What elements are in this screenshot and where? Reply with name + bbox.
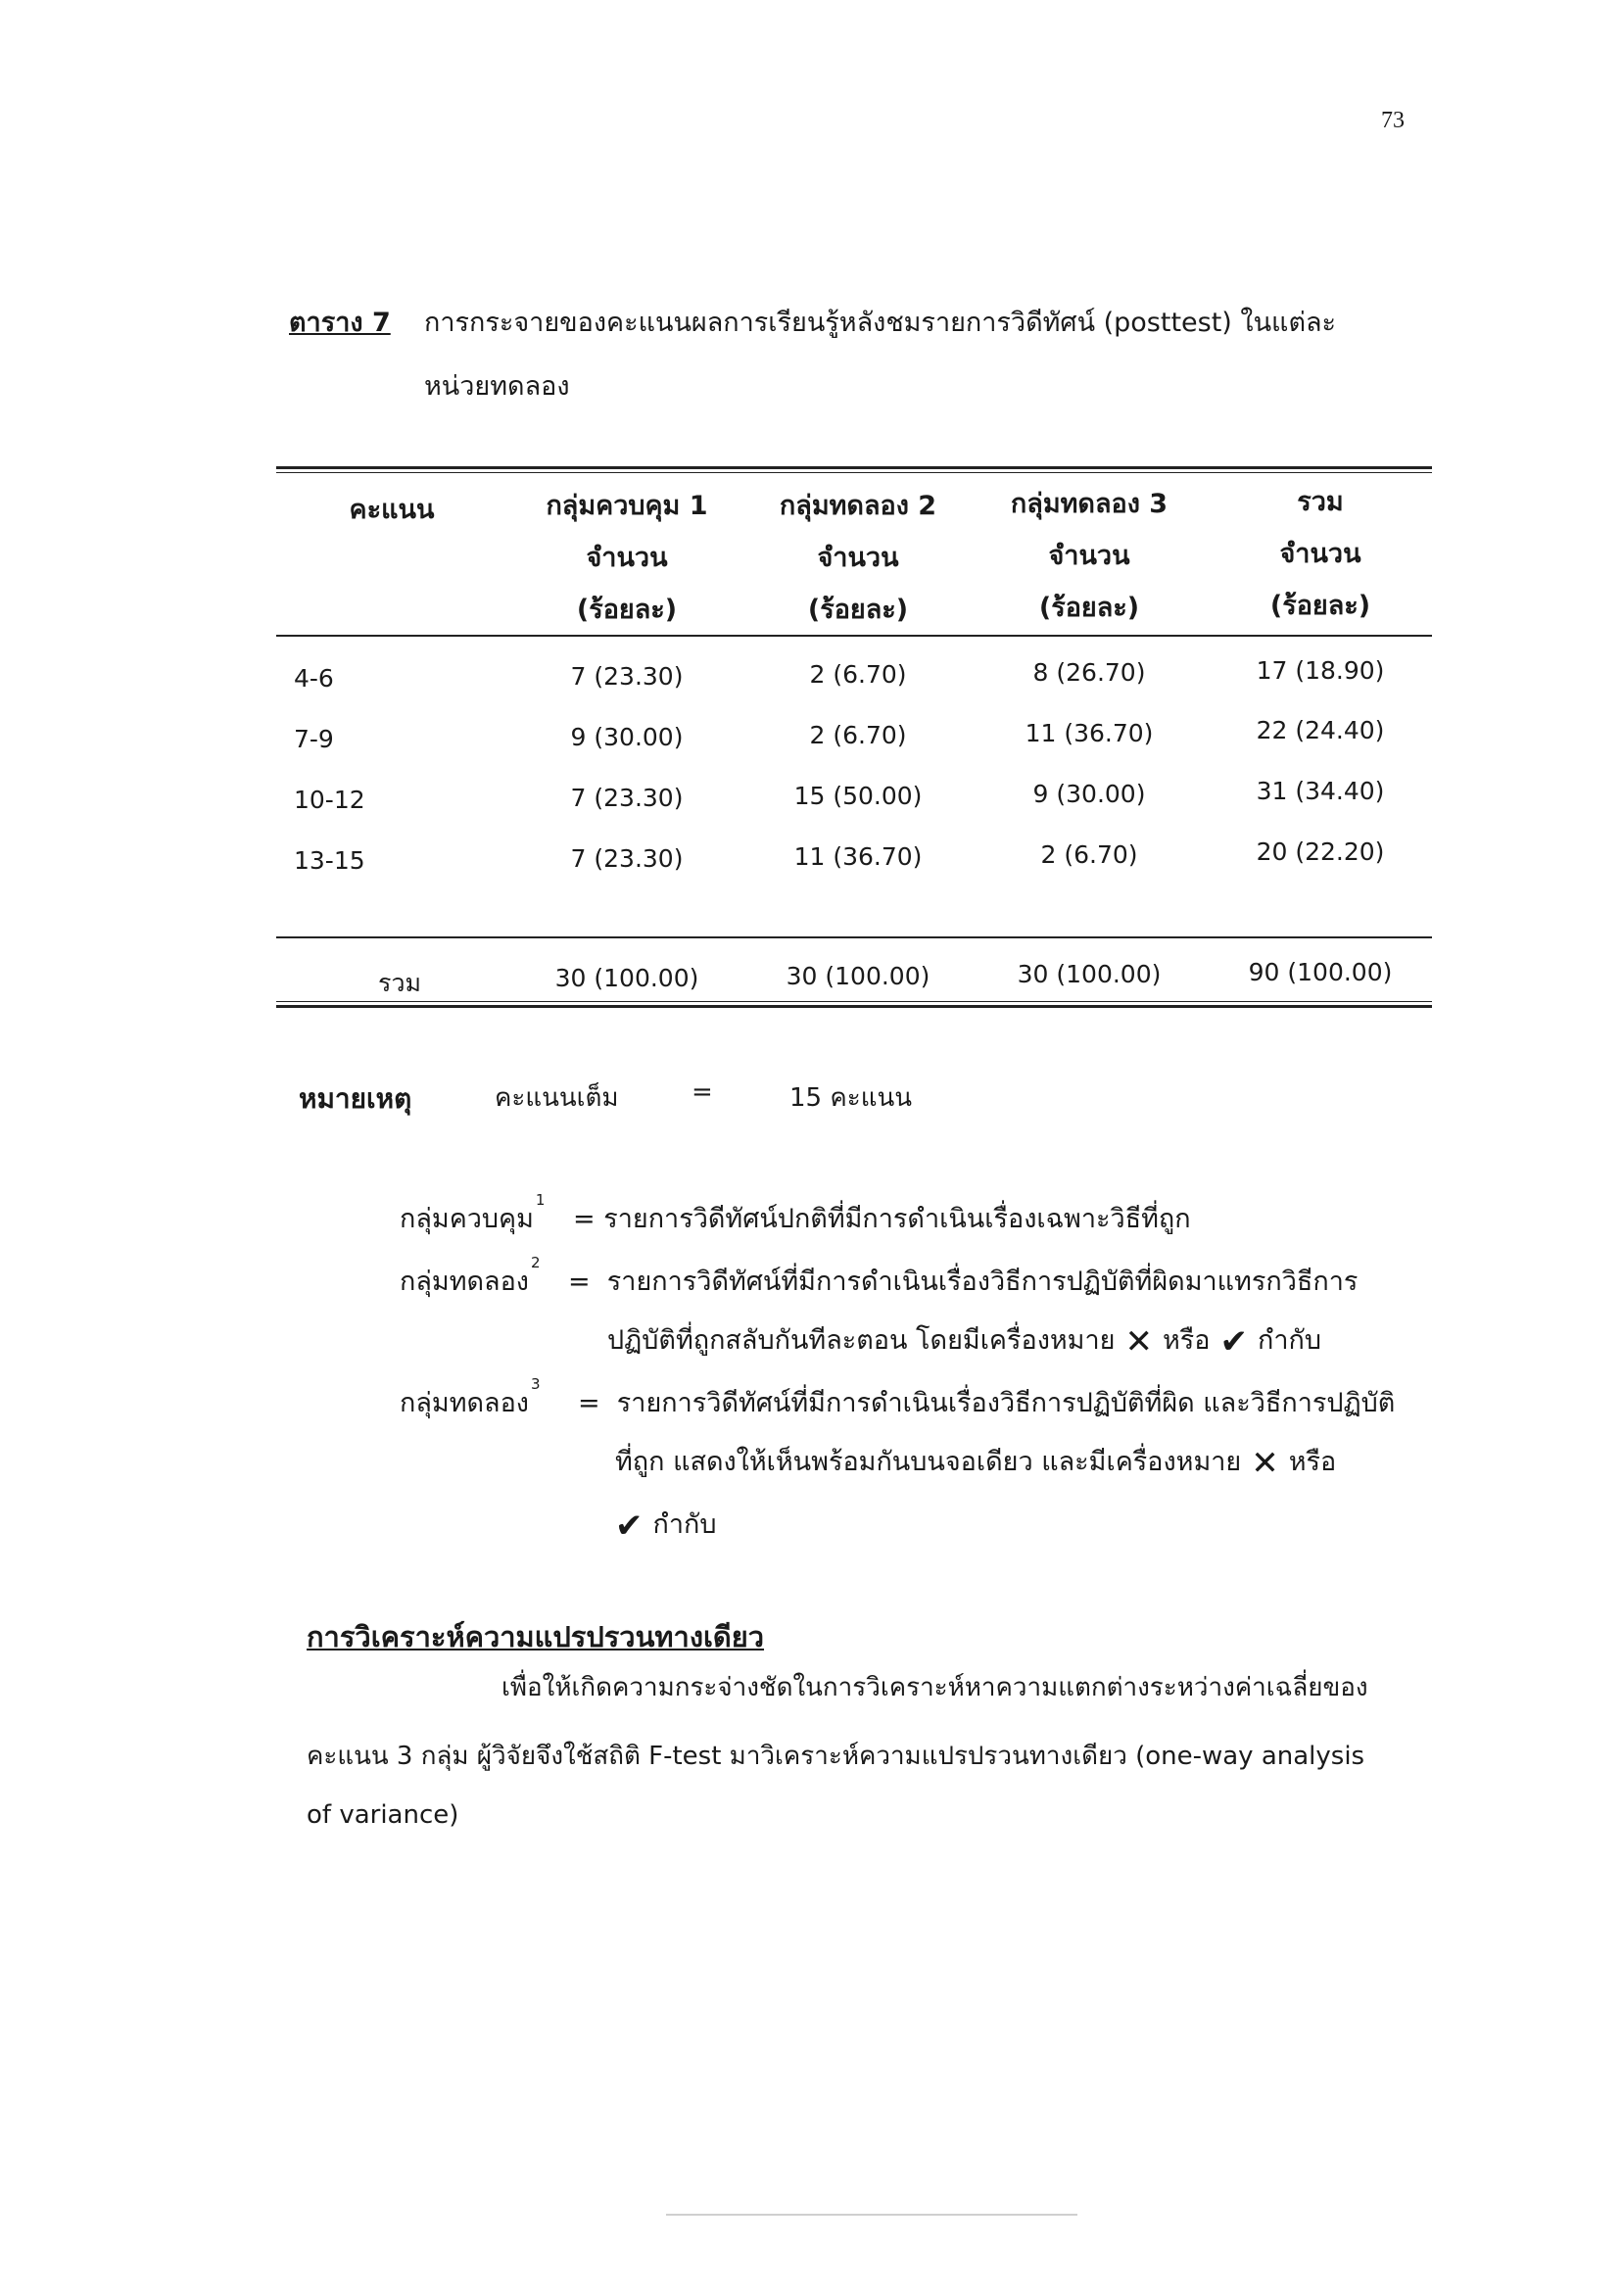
header-col-2: กลุ่มทดลอง 2 bbox=[779, 491, 937, 521]
check-icon: ✔ bbox=[615, 1507, 644, 1546]
table-cell: 8 (26.70) bbox=[1032, 658, 1146, 687]
total-cell: 90 (100.00) bbox=[1248, 958, 1393, 986]
total-cell: 30 (100.00) bbox=[1017, 960, 1162, 988]
definition-text-3: = รายการวิดีทัศน์ที่มีการดำเนินเรื่องวิธีการปฏิบัติที่ผิด และวิธีการปฏิบัติ bbox=[578, 1388, 1396, 1418]
row-label-2: 7-9 bbox=[294, 725, 334, 753]
header-col-4: รวม bbox=[1297, 487, 1344, 517]
note-value: 15 คะแนน bbox=[789, 1083, 913, 1113]
definition-text-2-cont: ปฏิบัติที่ถูกสลับกันทีละตอน โดยมีเครื่องหมาย ✕ หรือ ✔ กำกับ bbox=[607, 1322, 1321, 1362]
table-caption-label: ตาราง 7 bbox=[289, 308, 391, 338]
page-number: 73 bbox=[1381, 108, 1405, 133]
header-col-1-sub2: (ร้อยละ) bbox=[576, 595, 678, 625]
scan-artifact-line bbox=[666, 2214, 1077, 2216]
check-icon: ✔ bbox=[1219, 1322, 1248, 1362]
header-col-1: กลุ่มควบคุม 1 bbox=[546, 491, 708, 521]
table-total-rule bbox=[276, 936, 1432, 938]
definition-text-3-cont: ที่ถูก แสดงให้เห็นพร้อมกันบนจอเดียว และมีเครื่องหมาย ✕ หรือ bbox=[615, 1444, 1337, 1483]
definition-term-2: กลุ่มทดลอง$^2$ bbox=[400, 1254, 541, 1297]
table-cell: 11 (36.70) bbox=[793, 842, 923, 871]
table-cell: 7 (23.30) bbox=[570, 844, 684, 873]
table-cell: 17 (18.90) bbox=[1256, 656, 1385, 685]
row-label-4: 13-15 bbox=[294, 846, 365, 875]
definition-term-1: กลุ่มควบคุม$^1$ bbox=[400, 1191, 546, 1234]
total-row-label: รวม bbox=[378, 969, 421, 997]
paragraph-line-3: of variance) bbox=[307, 1800, 459, 1830]
cross-icon: ✕ bbox=[1124, 1322, 1153, 1362]
table-cell: 9 (30.00) bbox=[1032, 780, 1146, 808]
section-heading: การวิเคราะห์ความแปรปรวนทางเดียว bbox=[307, 1620, 765, 1653]
definition-term-3: กลุ่มทดลอง$^3$ bbox=[400, 1375, 541, 1418]
row-label-1: 4-6 bbox=[294, 664, 334, 693]
row-label-3: 10-12 bbox=[294, 786, 365, 814]
header-col-2-sub1: จำนวน bbox=[817, 543, 899, 573]
definition-text-3-end: ✔ กำกับ bbox=[615, 1507, 717, 1546]
table-cell: 2 (6.70) bbox=[809, 660, 907, 689]
table-cell: 7 (23.30) bbox=[570, 662, 684, 691]
table-cell: 2 (6.70) bbox=[1040, 840, 1138, 869]
header-col-3-sub1: จำนวน bbox=[1048, 541, 1130, 571]
table-cell: 15 (50.00) bbox=[793, 782, 923, 810]
table-cell: 2 (6.70) bbox=[809, 721, 907, 749]
table-cell: 11 (36.70) bbox=[1025, 719, 1154, 747]
header-score: คะแนน bbox=[349, 495, 435, 525]
header-col-4-sub2: (ร้อยละ) bbox=[1269, 591, 1371, 621]
paragraph-line-2: คะแนน 3 กลุ่ม ผู้วิจัยจึงใช้สถิติ F-test มาวิเคราะห์ความแปรปรวนทางเดียว (one-way analysis bbox=[307, 1742, 1365, 1771]
table-caption bbox=[289, 302, 1336, 345]
header-col-2-sub2: (ร้อยละ) bbox=[807, 595, 909, 625]
header-col-1-sub1: จำนวน bbox=[586, 543, 668, 573]
note-key: คะแนนเต็ม bbox=[495, 1083, 619, 1113]
definition-text-1: = รายการวิดีทัศน์ปกติที่มีการดำเนินเรื่องเฉพาะวิธีที่ถูก bbox=[573, 1204, 1191, 1234]
definition-text-2: = รายการวิดีทัศน์ที่มีการดำเนินเรื่องวิธีการปฏิบัติที่ผิดมาแทรกวิธีการ bbox=[568, 1267, 1359, 1297]
table-cell: 22 (24.40) bbox=[1256, 716, 1385, 744]
table-cell: 9 (30.00) bbox=[570, 723, 684, 751]
table-caption-line2: หน่วยทดลอง bbox=[424, 371, 570, 402]
note-equals: = bbox=[692, 1077, 713, 1107]
header-col-3: กลุ่มทดลอง 3 bbox=[1010, 489, 1169, 519]
paragraph-line-1: เพื่อให้เกิดความกระจ่างชัดในการวิเคราะห์หาความแตกต่างระหว่างค่าเฉลี่ยของ bbox=[501, 1673, 1368, 1702]
table-bottom-rule bbox=[276, 1005, 1432, 1008]
table-cell: 7 (23.30) bbox=[570, 784, 684, 812]
total-cell: 30 (100.00) bbox=[554, 964, 699, 992]
header-col-3-sub2: (ร้อยละ) bbox=[1038, 593, 1140, 623]
header-col-4-sub1: จำนวน bbox=[1279, 539, 1361, 569]
table-caption-text: การกระจายของคะแนนผลการเรียนรู้หลังชมรายการวิดีทัศน์ (posttest) ในแต่ละ bbox=[424, 308, 1337, 338]
table-top-rule-inner bbox=[276, 472, 1432, 473]
cross-icon: ✕ bbox=[1251, 1444, 1279, 1483]
table-top-rule bbox=[276, 466, 1432, 469]
table-cell: 20 (22.20) bbox=[1256, 837, 1385, 866]
note-label: หมายเหตุ bbox=[299, 1082, 412, 1115]
total-cell: 30 (100.00) bbox=[786, 962, 930, 990]
table-cell: 31 (34.40) bbox=[1256, 777, 1385, 805]
